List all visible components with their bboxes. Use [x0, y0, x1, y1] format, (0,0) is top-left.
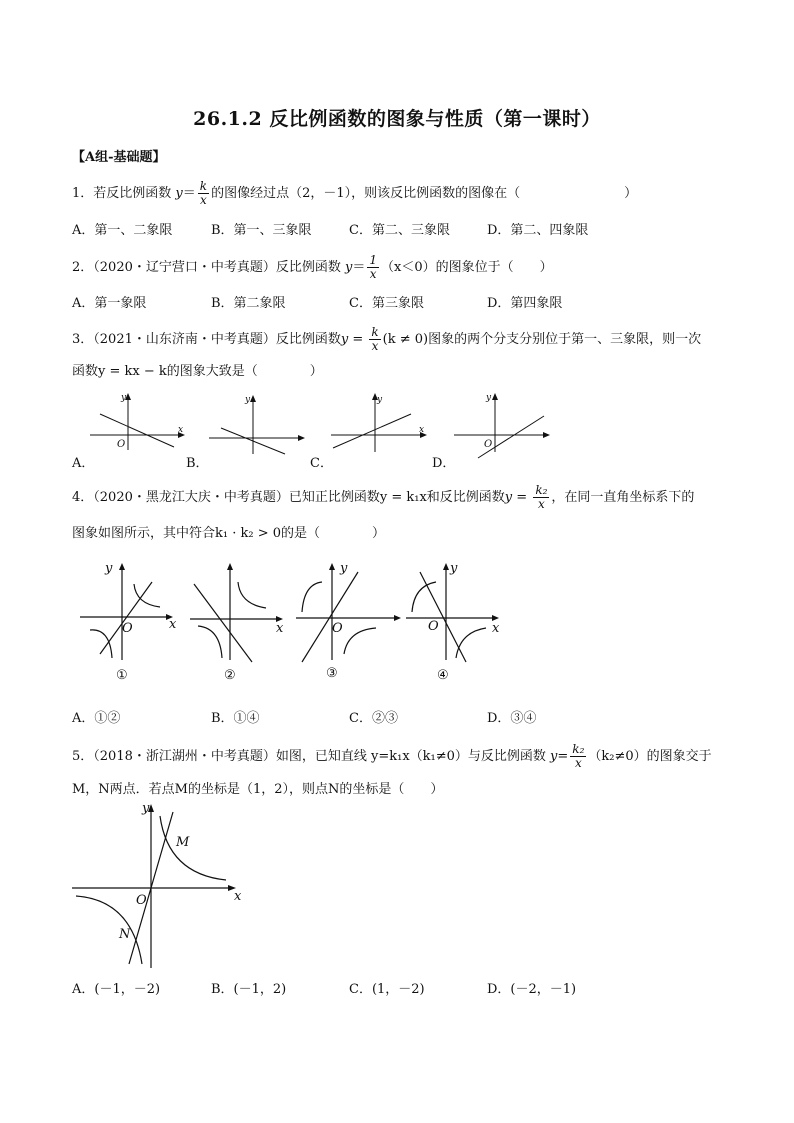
q1-denominator: x — [200, 193, 207, 207]
q3b-y-label: y — [245, 395, 251, 405]
q4-graph-2 — [190, 562, 290, 662]
q4-equals: = — [512, 490, 532, 505]
q5-equals: = — [557, 749, 569, 764]
q1-option-d[interactable]: D．第二、四象限 — [487, 223, 589, 238]
q4-figure-label-2: ② — [224, 668, 236, 683]
question-2 — [72, 254, 553, 281]
q5-option-c[interactable]: C．(1，－2) — [349, 982, 425, 997]
q4-4-origin: O — [428, 619, 439, 634]
q1-option-a[interactable]: A．第一、二象限 — [72, 223, 173, 238]
q4-1-y-label: y — [105, 561, 113, 576]
q4-4-x-label: x — [492, 621, 500, 636]
q5-graph — [72, 800, 252, 970]
q5-denominator: x — [574, 756, 582, 770]
q3-graph-d — [454, 392, 554, 452]
q4-text-post: ，在同一直角坐标系下的 — [551, 490, 695, 505]
q5-option-a[interactable]: A．(－1，－2) — [72, 982, 161, 997]
q5-option-d[interactable]: D．(－2，－1) — [487, 982, 577, 997]
q5-point-m: M — [176, 835, 190, 850]
q3-line-2: 函数y = kx − k的图象大致是（ ） — [72, 364, 323, 379]
q5-text-pre: 5．（2018・浙江湖州・中考真题）如图，已知直线 y=k₁x（k₁≠0）与反比例函数 — [72, 749, 551, 764]
q1-var-y: y — [175, 186, 183, 201]
q3-numerator: k — [371, 325, 379, 339]
q3-option-a[interactable]: A． — [72, 456, 95, 471]
q4-option-b[interactable]: B．①④ — [211, 711, 260, 726]
q3-option-c[interactable]: C． — [310, 456, 333, 471]
q3-var-y: y — [340, 332, 349, 347]
q4-option-d[interactable]: D．③④ — [487, 711, 537, 726]
q4-denominator: x — [537, 497, 545, 511]
q2-var-y: y — [345, 260, 353, 275]
q4-3-y-label: y — [340, 561, 348, 576]
q5-point-n: N — [119, 927, 131, 942]
q2-denominator: x — [369, 267, 377, 281]
q3-graph-a — [90, 392, 190, 452]
q1-fraction — [198, 180, 209, 207]
question-5 — [72, 743, 712, 770]
q4-graph-1 — [80, 562, 180, 662]
q5-option-b[interactable]: B．(－1，2) — [211, 982, 287, 997]
q5-origin: O — [136, 893, 147, 908]
q4-1-origin: O — [122, 621, 133, 636]
q5-var-y: y — [550, 749, 558, 764]
q4-graph-3 — [296, 562, 406, 662]
q5-fraction — [570, 743, 586, 770]
question-3 — [72, 326, 701, 353]
q4-figure-label-4: ④ — [437, 668, 449, 683]
q4-graph-4 — [406, 562, 506, 662]
question-1 — [72, 180, 637, 207]
q3-graph-c — [331, 392, 431, 452]
page-title: 26.1.2 反比例函数的图象与性质（第一课时） — [193, 108, 601, 130]
q5-numerator: k₂ — [572, 742, 585, 756]
q4-figure-label-3: ③ — [326, 666, 338, 681]
q4-option-c[interactable]: C．②③ — [349, 711, 398, 726]
q3-option-b[interactable]: B． — [186, 456, 209, 471]
q4-line-2: 图象如图所示，其中符合k₁ · k₂ > 0的是（ ） — [72, 526, 386, 541]
q1-equals: ＝ — [182, 186, 196, 201]
q2-option-c[interactable]: C．第三象限 — [349, 296, 424, 311]
q1-text-pre: 1．若反比例函数 — [72, 186, 176, 201]
q4-text-pre: 4．（2020・黑龙江大庆・中考真题）已知正比例函数y = k₁x和反比例函数 — [72, 490, 505, 505]
q3-text-pre: 3．（2021・山东济南・中考真题）反比例函数 — [72, 332, 341, 347]
q4-var-y: y — [504, 490, 513, 505]
q3-denominator: x — [371, 339, 379, 353]
q3c-y-label: y — [377, 395, 383, 405]
q2-option-b[interactable]: B．第二象限 — [211, 296, 286, 311]
q2-numerator: 1 — [369, 253, 378, 267]
q5-x-label: x — [234, 889, 242, 904]
q3-fraction — [369, 326, 380, 353]
q4-fraction — [533, 484, 549, 511]
q4-2-x-label: x — [276, 621, 284, 636]
q3a-origin: O — [117, 439, 126, 450]
q4-option-a[interactable]: A．①② — [72, 711, 121, 726]
q4-4-y-label: y — [450, 561, 458, 576]
q1-option-b[interactable]: B．第一、三象限 — [211, 223, 312, 238]
q4-1-x-label: x — [169, 617, 177, 632]
q2-text-pre: 2．（2020・辽宁营口・中考真题）反比例函数 — [72, 260, 345, 275]
q5-y-label: y — [142, 801, 150, 816]
q3d-origin: O — [484, 439, 493, 450]
section-heading: 【A组-基础题】 — [72, 150, 166, 165]
q2-option-d[interactable]: D．第四象限 — [487, 296, 563, 311]
q2-fraction — [367, 254, 379, 281]
q3c-x-label: x — [419, 425, 425, 435]
q2-equals: ＝ — [352, 260, 366, 275]
question-4 — [72, 484, 694, 511]
q5-line-2: M，N两点．若点M的坐标是（1，2），则点N的坐标是（ ） — [72, 782, 444, 797]
q4-figure-label-1: ① — [116, 668, 128, 683]
q3a-x-label: x — [178, 425, 184, 435]
q2-option-a[interactable]: A．第一象限 — [72, 296, 147, 311]
q1-numerator: k — [199, 179, 208, 193]
q3d-y-label: y — [486, 393, 492, 403]
q4-3-origin: O — [332, 621, 343, 636]
q1-option-c[interactable]: C．第二、三象限 — [349, 223, 450, 238]
q3a-y-label: y — [121, 393, 127, 403]
q3-graph-b — [209, 392, 309, 452]
q3-text-post: (k ≠ 0)图象的两个分支分别位于第一、三象限，则一次 — [382, 332, 702, 347]
q1-text-post: 的图像经过点（2，－1），则该反比例函数的图像在（ ） — [211, 186, 638, 201]
q4-numerator: k₂ — [535, 483, 548, 497]
q3-option-d[interactable]: D． — [432, 456, 456, 471]
q5-text-post: （k₂≠0）的图象交于 — [588, 749, 712, 764]
q2-text-post: （x＜0）的图象位于（ ） — [381, 260, 553, 275]
q3-equals: = — [348, 332, 368, 347]
